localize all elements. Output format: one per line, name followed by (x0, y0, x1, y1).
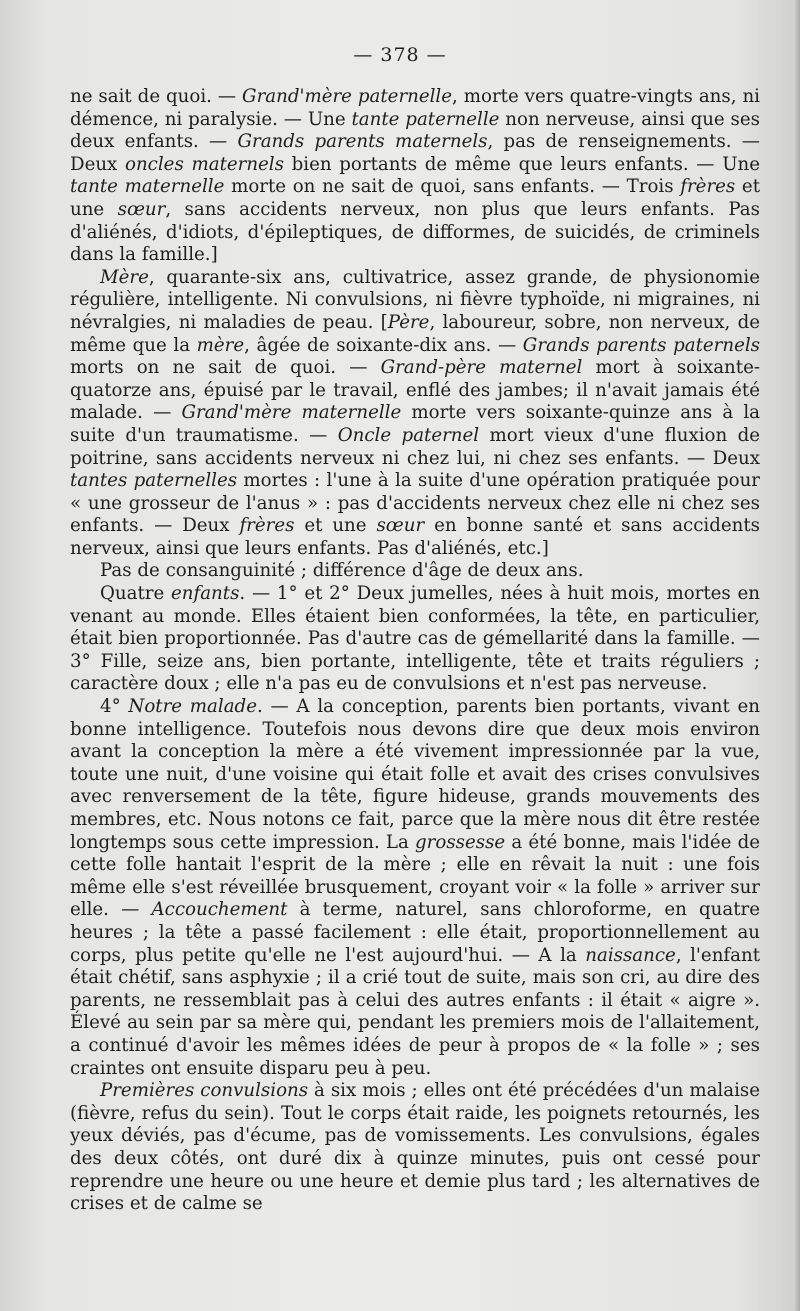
italic-term: naissance (585, 944, 676, 966)
italic-term: frères (680, 176, 736, 198)
italic-term: tante paternelle (351, 108, 500, 130)
text-run: . — 1° et 2° Deux jumelles, nées à huit mois, mortes en venant au monde. Elles étaient bien conformées, la tête, en particulier, était bien proportionnée. Pas d'autre cas de gémellarité dans la famille. — 3° Fille, seize ans, bien portante, intelligente, tête et traits réguliers ; caractère doux ; elle n'a pas eu de convulsions et n'est pas nerveuse. (70, 583, 760, 695)
italic-term: Grands parents paternels (522, 334, 760, 356)
italic-term: mère (196, 334, 245, 356)
text-run: , âgée de soixante-dix ans. — (244, 334, 523, 356)
paragraph (70, 696, 760, 1080)
text-run: Quatre (100, 583, 171, 605)
text-run: non nerveuse, ainsi que ses deux enfants. — (70, 108, 760, 153)
italic-term: Accouchement (151, 899, 288, 921)
text-run: morts on ne sait de quoi. — (70, 357, 381, 379)
paragraph (70, 86, 760, 267)
body-text (70, 86, 760, 1216)
text-run: . — A la conception, parents bien portants, vivant en bonne intelligence. Toutefois nous devons dire que deux mois environ avant la conception la mère a été vivement impressionnée par la vue, toute une nuit, d'une voisine qui était folle et avait des crises convulsives avec renversement de la tête, figure hideuse, grands mouvements des membres, etc. Nous notons ce fait, parce que la mère nous dit être restée longtemps sous cette impression. La (70, 696, 761, 853)
text-run: à six mois ; elles ont été précédées d'un malaise (fièvre, refus du sein). Tout le corps était raide, les poignets retournés, les yeux déviés, pas d'écume, pas de vomissements. Les convulsions, égales des deux côtés, ont duré dix à quinze minutes, puis ont cessé pour reprendre une heure ou une heure et demie plus tard ; les alternatives de crises et de calme se (70, 1080, 760, 1215)
text-run: ne sait de quoi. — (70, 86, 243, 107)
text-run: à terme, naturel, sans chloroforme, en quatre heures ; la tête a passé facilement : elle était, proportionnellement au corps, plus petite qu'elle ne l'est aujourd'hui. — A la (70, 899, 760, 966)
italic-term: frères (239, 515, 295, 537)
text-run: , l'enfant était chétif, sans asphyxie ; il a crié tout de suite, mais son cri, au dire des parents, ne ressemblait pas à celui des autres enfants : il était « aigre ». Élevé au sein par sa mère qui, pendant les premiers mois de l'allaitement, a continué d'avoir les mêmes idées de peur à propos de « la folle » ; ses craintes ont ensuite disparu peu à peu. (70, 944, 760, 1079)
text-run: morte vers soixante-quinze ans à la suite d'un traumatisme. — (70, 402, 760, 446)
paragraph (70, 267, 760, 561)
italic-term: sœur (376, 515, 425, 537)
paragraph (70, 560, 760, 583)
text-run: , pas de renseignements. — Deux (70, 131, 760, 175)
italic-term: Notre malade (128, 696, 257, 718)
italic-term: oncles maternels (125, 153, 284, 175)
italic-term: sœur (117, 198, 166, 220)
text-run: mortes : l'une à la suite d'une opération pratiquée pour « une grosseur de l'anus » : pas d'accidents nerveux chez elle ni chez ses enfants. — Deux (70, 470, 761, 537)
italic-term: grossesse (415, 831, 506, 853)
paragraph (70, 1080, 760, 1216)
text-run: mort vieux d'une fluxion de poitrine, sans accidents nerveux ni chez lui, ni chez ses enfants. — Deux (70, 424, 761, 469)
text-run: morte on ne sait de quoi, sans enfants. — Trois (224, 176, 681, 198)
text-run: a été bonne, mais l'idée de cette folle hantait l'esprit de la mère ; elle en rêvait la nuit : une fois même elle s'est réveillée brusquement, croyant voir « la folle » arriver sur elle. — (70, 831, 760, 921)
text-run: Pas de consanguinité ; différence d'âge de deux ans. (100, 560, 584, 582)
italic-term: Grands parents maternels (237, 131, 488, 153)
text-run: , quarante-six ans, cultivatrice, assez grande, de physionomie régulière, intelligente. Ni convulsions, ni fièvre typhoïde, ni migraines, ni névralgies, ni maladies de peau. [ (70, 266, 760, 333)
italic-term: Grand'mère paternelle (242, 86, 453, 107)
italic-term: tante maternelle (70, 176, 225, 198)
text-run: , sans accidents nerveux, non plus que leurs enfants. Pas d'aliénés, d'idiots, d'épileptiques, de difformes, de suicidés, de criminels dans la famille.] (70, 198, 760, 266)
italic-term: Mère (100, 266, 149, 288)
text-run: 4° (100, 696, 129, 718)
text-run: en bonne santé et sans accidents nerveux, ainsi que leurs enfants. Pas d'aliénés, etc.] (70, 515, 760, 559)
text-run: mort à soixante-quatorze ans, épuisé par le travail, enflé des jambes; il n'avait jamais été malade. — (70, 357, 760, 424)
italic-term: enfants (171, 583, 240, 605)
italic-term: Oncle paternel (337, 424, 480, 446)
text-run: , morte vers quatre-vingts ans, ni démence, ni paralysie. — Une (70, 86, 760, 130)
italic-term: tantes paternelles (70, 470, 238, 492)
text-run: bien portants de même que leurs enfants. — Une (283, 153, 760, 175)
text-run: et une (70, 176, 761, 220)
italic-term: Grand-père maternel (380, 357, 583, 379)
italic-term: Premières convulsions (100, 1080, 309, 1102)
italic-term: Grand'mère maternelle (181, 402, 402, 424)
text-run: , laboureur, sobre, non nerveux, de même que la (70, 311, 760, 356)
italic-term: Père (387, 311, 430, 333)
page-number: — 378 — (353, 44, 447, 66)
page-edge-shadow (794, 0, 800, 1311)
paragraph (70, 583, 760, 696)
text-run: et une (294, 515, 377, 537)
